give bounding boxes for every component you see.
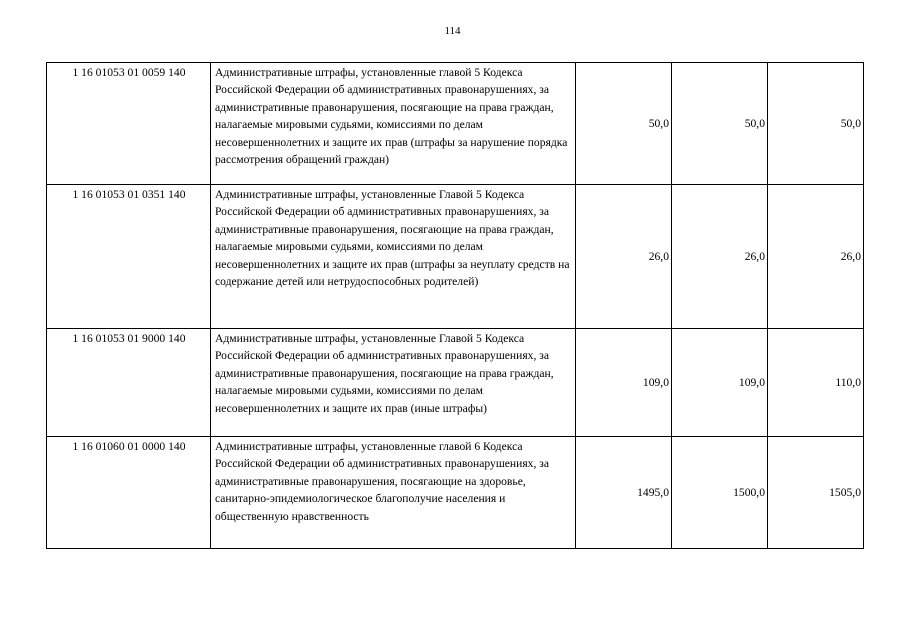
description-cell: Административные штрафы, установленные главой 6 Кодекса Российской Федерации об административных правонарушениях, за административные правонарушения, посягающие на здоровье, санитарно-эпидемиологическое благополучие населения и общественную нравственность xyxy=(211,437,576,549)
value-cell: 50,0 xyxy=(576,63,672,185)
budget-table xyxy=(46,62,864,549)
value-cell: 50,0 xyxy=(672,63,768,185)
description-cell: Административные штрафы, установленные Главой 5 Кодекса Российской Федерации об административных правонарушениях, за административные правонарушения, посягающие на права граждан, налагаемые мировыми судьями, комиссиями по делам несовершеннолетних и защите их прав (штрафы за неуплату средств на содержание детей или нетрудоспособных родителей) xyxy=(211,185,576,329)
description-cell: Административные штрафы, установленные главой 5 Кодекса Российской Федерации об административных правонарушениях, за административные правонарушения, посягающие на права граждан, налагаемые мировыми судьями, комиссиями по делам несовершеннолетних и защите их прав (штрафы за нарушение порядка рассмотрения обращений граждан) xyxy=(211,63,576,185)
budget-code-cell: 1 16 01053 01 0351 140 xyxy=(47,185,211,329)
value-cell: 26,0 xyxy=(576,185,672,329)
value-cell: 50,0 xyxy=(768,63,864,185)
value-cell: 1500,0 xyxy=(672,437,768,549)
value-cell: 1495,0 xyxy=(576,437,672,549)
table-row xyxy=(47,437,864,549)
budget-code-cell: 1 16 01053 01 0059 140 xyxy=(47,63,211,185)
page-number: 114 xyxy=(444,25,461,37)
value-cell: 26,0 xyxy=(768,185,864,329)
value-cell: 1505,0 xyxy=(768,437,864,549)
value-cell: 110,0 xyxy=(768,329,864,437)
table-row xyxy=(47,329,864,437)
description-cell: Административные штрафы, установленные Главой 5 Кодекса Российской Федерации об административных правонарушениях, за административные правонарушения, посягающие на права граждан, налагаемые мировыми судьями, комиссиями по делам несовершеннолетних и защите их прав (иные штрафы) xyxy=(211,329,576,437)
value-cell: 109,0 xyxy=(576,329,672,437)
value-cell: 109,0 xyxy=(672,329,768,437)
budget-code-cell: 1 16 01053 01 9000 140 xyxy=(47,329,211,437)
table-row xyxy=(47,185,864,329)
value-cell: 26,0 xyxy=(672,185,768,329)
budget-code-cell: 1 16 01060 01 0000 140 xyxy=(47,437,211,549)
table-row xyxy=(47,63,864,185)
